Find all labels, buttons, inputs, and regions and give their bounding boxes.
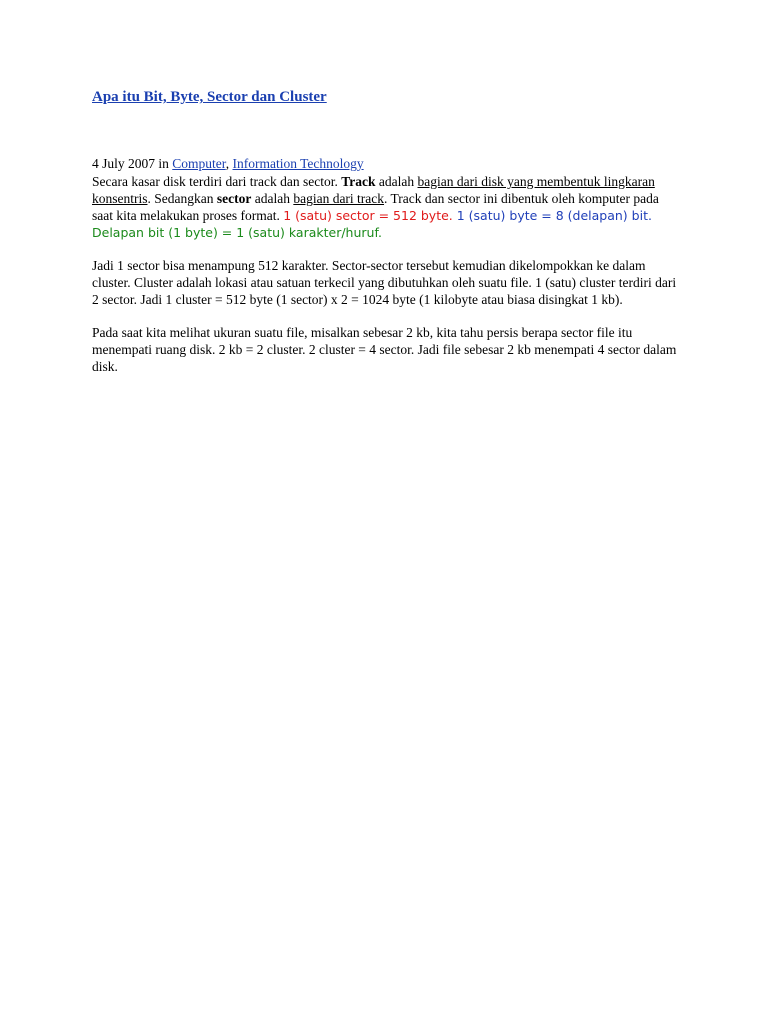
category-separator: , [225, 156, 233, 171]
meta-in-text: in [155, 156, 173, 171]
p1-text-2: adalah [375, 174, 418, 189]
paragraph-cluster: Jadi 1 sector bisa menampung 512 karakter. Sector-sector tersebut kemudian dikelompokkan ke dalam cluster. Cluster adalah lokasi atau satuan terkecil yang dibutuhkan oleh suatu file. 1 (satu) cluster terdiri dari 2 sector. Jadi 1 cluster = 512 byte (1 sector) x 2 = 1024 byte (1 kilobyte atau biasa disingkat 1 kb). [92, 258, 677, 307]
category-link-computer[interactable]: Computer [172, 156, 226, 171]
paragraph-file-size: Pada saat kita melihat ukuran suatu file, misalkan sebesar 2 kb, kita tahu persis berapa sector file itu menempati ruang disk. 2 kb = 2 cluster. 2 cluster = 4 sector. Jadi file sebesar 2 kb menempati 4 sector dalam disk. [92, 325, 677, 374]
p1-sector-definition: bagian dari track [293, 191, 385, 206]
p1-byte-bits-blue: 1 (satu) byte = 8 (delapan) bit. [452, 208, 652, 223]
p1-text-1: Secara kasar disk terdiri dari track dan sector. [92, 174, 342, 189]
p1-text-3: . Sedangkan [147, 191, 217, 206]
article-meta [92, 155, 682, 173]
p1-sector-bold: sector [216, 191, 252, 206]
article-title [92, 86, 682, 108]
article-date: 4 July 2007 [92, 156, 156, 171]
p1-sector-bytes-red: 1 (satu) sector = 512 byte. [283, 208, 453, 223]
category-link-information-technology[interactable]: Information Technology [232, 156, 364, 171]
p1-byte-character-green: Delapan bit (1 byte) = 1 (satu) karakter/huruf. [92, 225, 382, 240]
p1-text-5: . Track dan sector ini dibentuk oleh komputer pada saat kita melakukan proses format. [92, 191, 659, 223]
paragraph-track-sector [92, 173, 682, 241]
document-page [92, 86, 682, 391]
p1-track-definition: bagian dari disk yang membentuk lingkaran konsentris [92, 174, 655, 206]
article-title-link[interactable]: Apa itu Bit, Byte, Sector dan Cluster [92, 89, 327, 105]
p1-text-4: adalah [251, 191, 294, 206]
p1-track-bold: Track [341, 174, 376, 189]
